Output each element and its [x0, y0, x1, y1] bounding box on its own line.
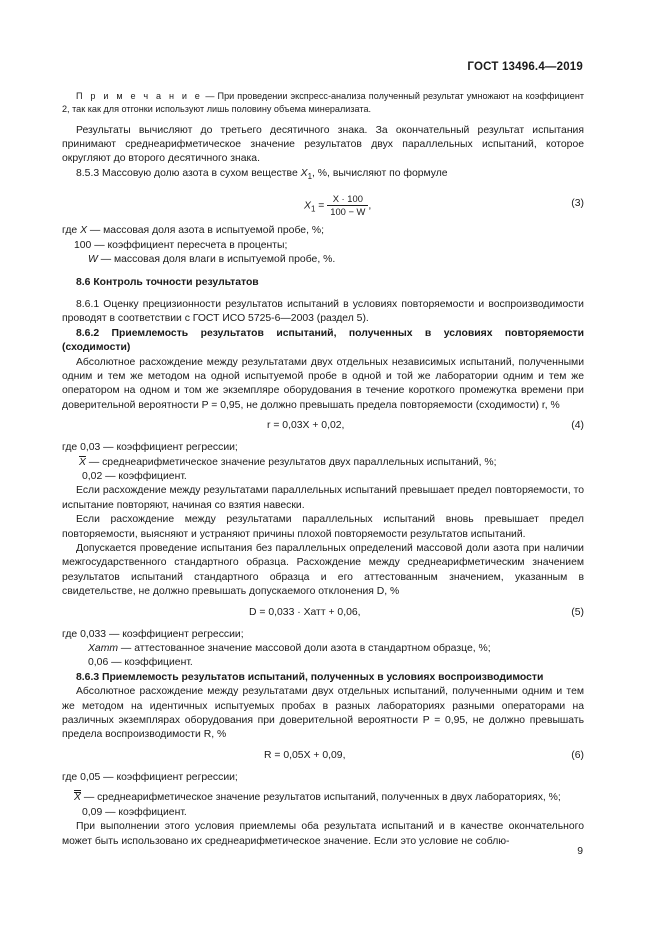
where-5-text: — коэффициент.: [108, 657, 193, 669]
formula-3: [62, 187, 584, 221]
paragraph-8-6-2: Абсолютное расхождение между результатами двух отдельных независимых испытаний, полученными одним и тем же методом на одной испытуемой пробе в одной и той же лаборатории одним и тем же оператором на одном и том же экземпляре оборудования в течение короткого промежутка времени при доверительной вероятности P = 0,95, не должно превышать предела повторяемости (сходимости) r, %: [62, 356, 584, 411]
p853-var: X: [300, 167, 308, 179]
section-8-6-heading: 8.6 Контроль точности результатов: [76, 276, 259, 288]
formula-3-body: [304, 193, 371, 218]
section-8-6-2-heading: 8.6.2 Приемлемость результатов испытаний, полученных в условиях повторяемости (сходимости): [62, 327, 584, 354]
where-6-sym: 0,09: [82, 806, 103, 818]
formula-3-fraction: [327, 193, 368, 218]
p853-lead: 8.5.3 Массовую долю азота в сухом веществе: [76, 167, 301, 179]
where-6-text: — коэффициент регрессии;: [100, 771, 238, 783]
where-5-item: [62, 656, 584, 670]
where-4-item: где 0,03 — коэффициент регрессии;: [62, 442, 238, 454]
where-3-text: — коэффициент пересчета в проценты;: [91, 239, 288, 251]
paragraph-8-5-3: [62, 167, 584, 184]
formula-6: [62, 746, 584, 768]
formula-3-lhs-sub: 1: [310, 204, 316, 214]
note-text: — При проведении экспресс-анализа полученный результат умножают на коэффициент 2, так как для отгонки используют лишь половину объема минерализата.: [62, 91, 585, 114]
where-4-sym: 0,03: [80, 442, 101, 454]
standard-header: ГОСТ 13496.4—2019: [467, 61, 583, 73]
formula-3-lhs: X: [304, 200, 311, 212]
formula-5-body: D = 0,033 · Xатт + 0,06,: [249, 606, 361, 618]
where-4-text: — коэффициент регрессии;: [100, 442, 238, 454]
paragraph-8-6-3: Абсолютное расхождение между результатами двух отдельных испытаний, полученными одним и тем же методом на идентичных испытуемых пробах в разных лабораториях разными операторами на различных экземплярах оборудования при доверительной вероятности P = 0,95, не должно превышать предела воспроизводимости R, %: [62, 686, 584, 741]
where-list-5: [62, 628, 584, 671]
where-3-sym: X: [80, 225, 87, 237]
where-6-sym: 0,05: [80, 771, 101, 783]
where-6-sym: X: [74, 792, 81, 804]
formula-5-number: (5): [571, 606, 584, 618]
allow-paragraph: Допускается проведение испытания без параллельных определений массовой доли азота при наличии межгосударственного стандартного образца. Расхождение между среднеарифметическим значением результатов испытаний стандартного образца и его аттестованным значением, указанным в свидетельстве, не должно превышать допускаемого отклонения D, %: [62, 543, 584, 598]
where-5-sym: 0,033: [80, 628, 107, 640]
formula-4-body: r = 0,03X + 0,02,: [267, 420, 345, 432]
where-4-sym: $\overline{X}$: [79, 456, 86, 468]
where-3-item: [62, 253, 584, 267]
where-5-item: [62, 642, 584, 656]
where-4-text: — среднеарифметическое значение результатов двух параллельных испытаний, %;: [85, 456, 497, 468]
where-4-item: [62, 456, 584, 470]
where-list-6: [62, 771, 584, 820]
paragraph-8-6-1: 8.6.1 Оценку прецизионности результатов испытаний в условиях повторяемости и воспроизводимости проводят в соответствии с ГОСТ ИСО 5725-6—2003 (раздел 5).: [62, 298, 584, 325]
formula-5: [62, 603, 584, 625]
p853-tail: , %, вычисляют по формуле: [312, 167, 448, 179]
where-5-sym: Xатт: [88, 643, 119, 655]
where-list-4: [62, 441, 584, 484]
where-4-text: — коэффициент.: [102, 470, 187, 482]
where-3-item: где X — массовая доля азота в испытуемой пробе, %;: [62, 225, 324, 237]
document-body: [62, 90, 584, 849]
repeat-paragraph-2: Если расхождение между результатами параллельных испытаний вновь превышает предел повторяемости, выясняют и устраняют причины плохой повторяемости результатов испытаний.: [62, 514, 584, 540]
final-paragraph: При выполнении этого условия приемлемы оба результата испытаний и в качестве окончательного может быть использовано их среднеарифметическое значение. Если это условие не соблю-: [62, 821, 584, 847]
where-6-item: [62, 790, 584, 805]
where-6-item: где 0,05 — коэффициент регрессии;: [62, 771, 238, 783]
p853-sub: 1: [307, 171, 313, 181]
formula-4: [62, 416, 584, 438]
where-6-text: — среднеарифметическое значение результатов испытаний, полученных в двух лабораториях, %;: [80, 792, 561, 804]
repeat-paragraph-1: Если расхождение между результатами параллельных испытаний превышает предел повторяемости, то испытание повторяют, начиная со взятия навески.: [62, 485, 584, 511]
where-3-sym: W: [88, 254, 98, 266]
formula-3-numerator: X · 100: [327, 193, 368, 206]
where-4-item: [62, 470, 584, 484]
note-label: П р и м е ч а н и е: [76, 91, 203, 101]
where-5-item: где 0,033 — коэффициент регрессии;: [62, 628, 244, 640]
formula-6-body: R = 0,05X + 0,09,: [264, 749, 346, 761]
where-6-text: — коэффициент.: [102, 806, 187, 818]
formula-3-eq: =: [315, 200, 328, 212]
page-number: 9: [577, 846, 583, 857]
formula-6-number: (6): [571, 749, 584, 761]
where-5-text: — аттестованное значение массовой доли азота в стандартном образце, %;: [118, 643, 491, 655]
where-6-item: [62, 806, 584, 820]
where-3-text: — массовая доля азота в испытуемой пробе, %;: [87, 225, 324, 237]
formula-4-number: (4): [571, 420, 584, 432]
where-list-3: [62, 224, 584, 267]
where-3-item: [62, 239, 584, 253]
where-5-sym: 0,06: [88, 657, 109, 669]
note: [62, 90, 584, 116]
section-8-6-3-heading: 8.6.3 Приемлемость результатов испытаний, полученных в условиях воспроизводимости: [76, 671, 544, 683]
where-5-text: — коэффициент регрессии;: [106, 628, 244, 640]
where-4-sym: 0,02: [82, 470, 103, 482]
results-paragraph: Результаты вычисляют до третьего десятичного знака. За окончательный результат испытания принимают среднеарифметическое значение результатов двух параллельных испытаний, которое округляют до второго десятичного знака.: [62, 124, 584, 165]
where-3-sym: 100: [74, 239, 92, 251]
formula-3-denominator: 100 − W: [330, 206, 366, 218]
formula-3-comma: ,: [368, 200, 372, 212]
formula-3-number: (3): [571, 198, 584, 210]
where-3-text: — массовая доля влаги в испытуемой пробе, %.: [97, 254, 336, 266]
